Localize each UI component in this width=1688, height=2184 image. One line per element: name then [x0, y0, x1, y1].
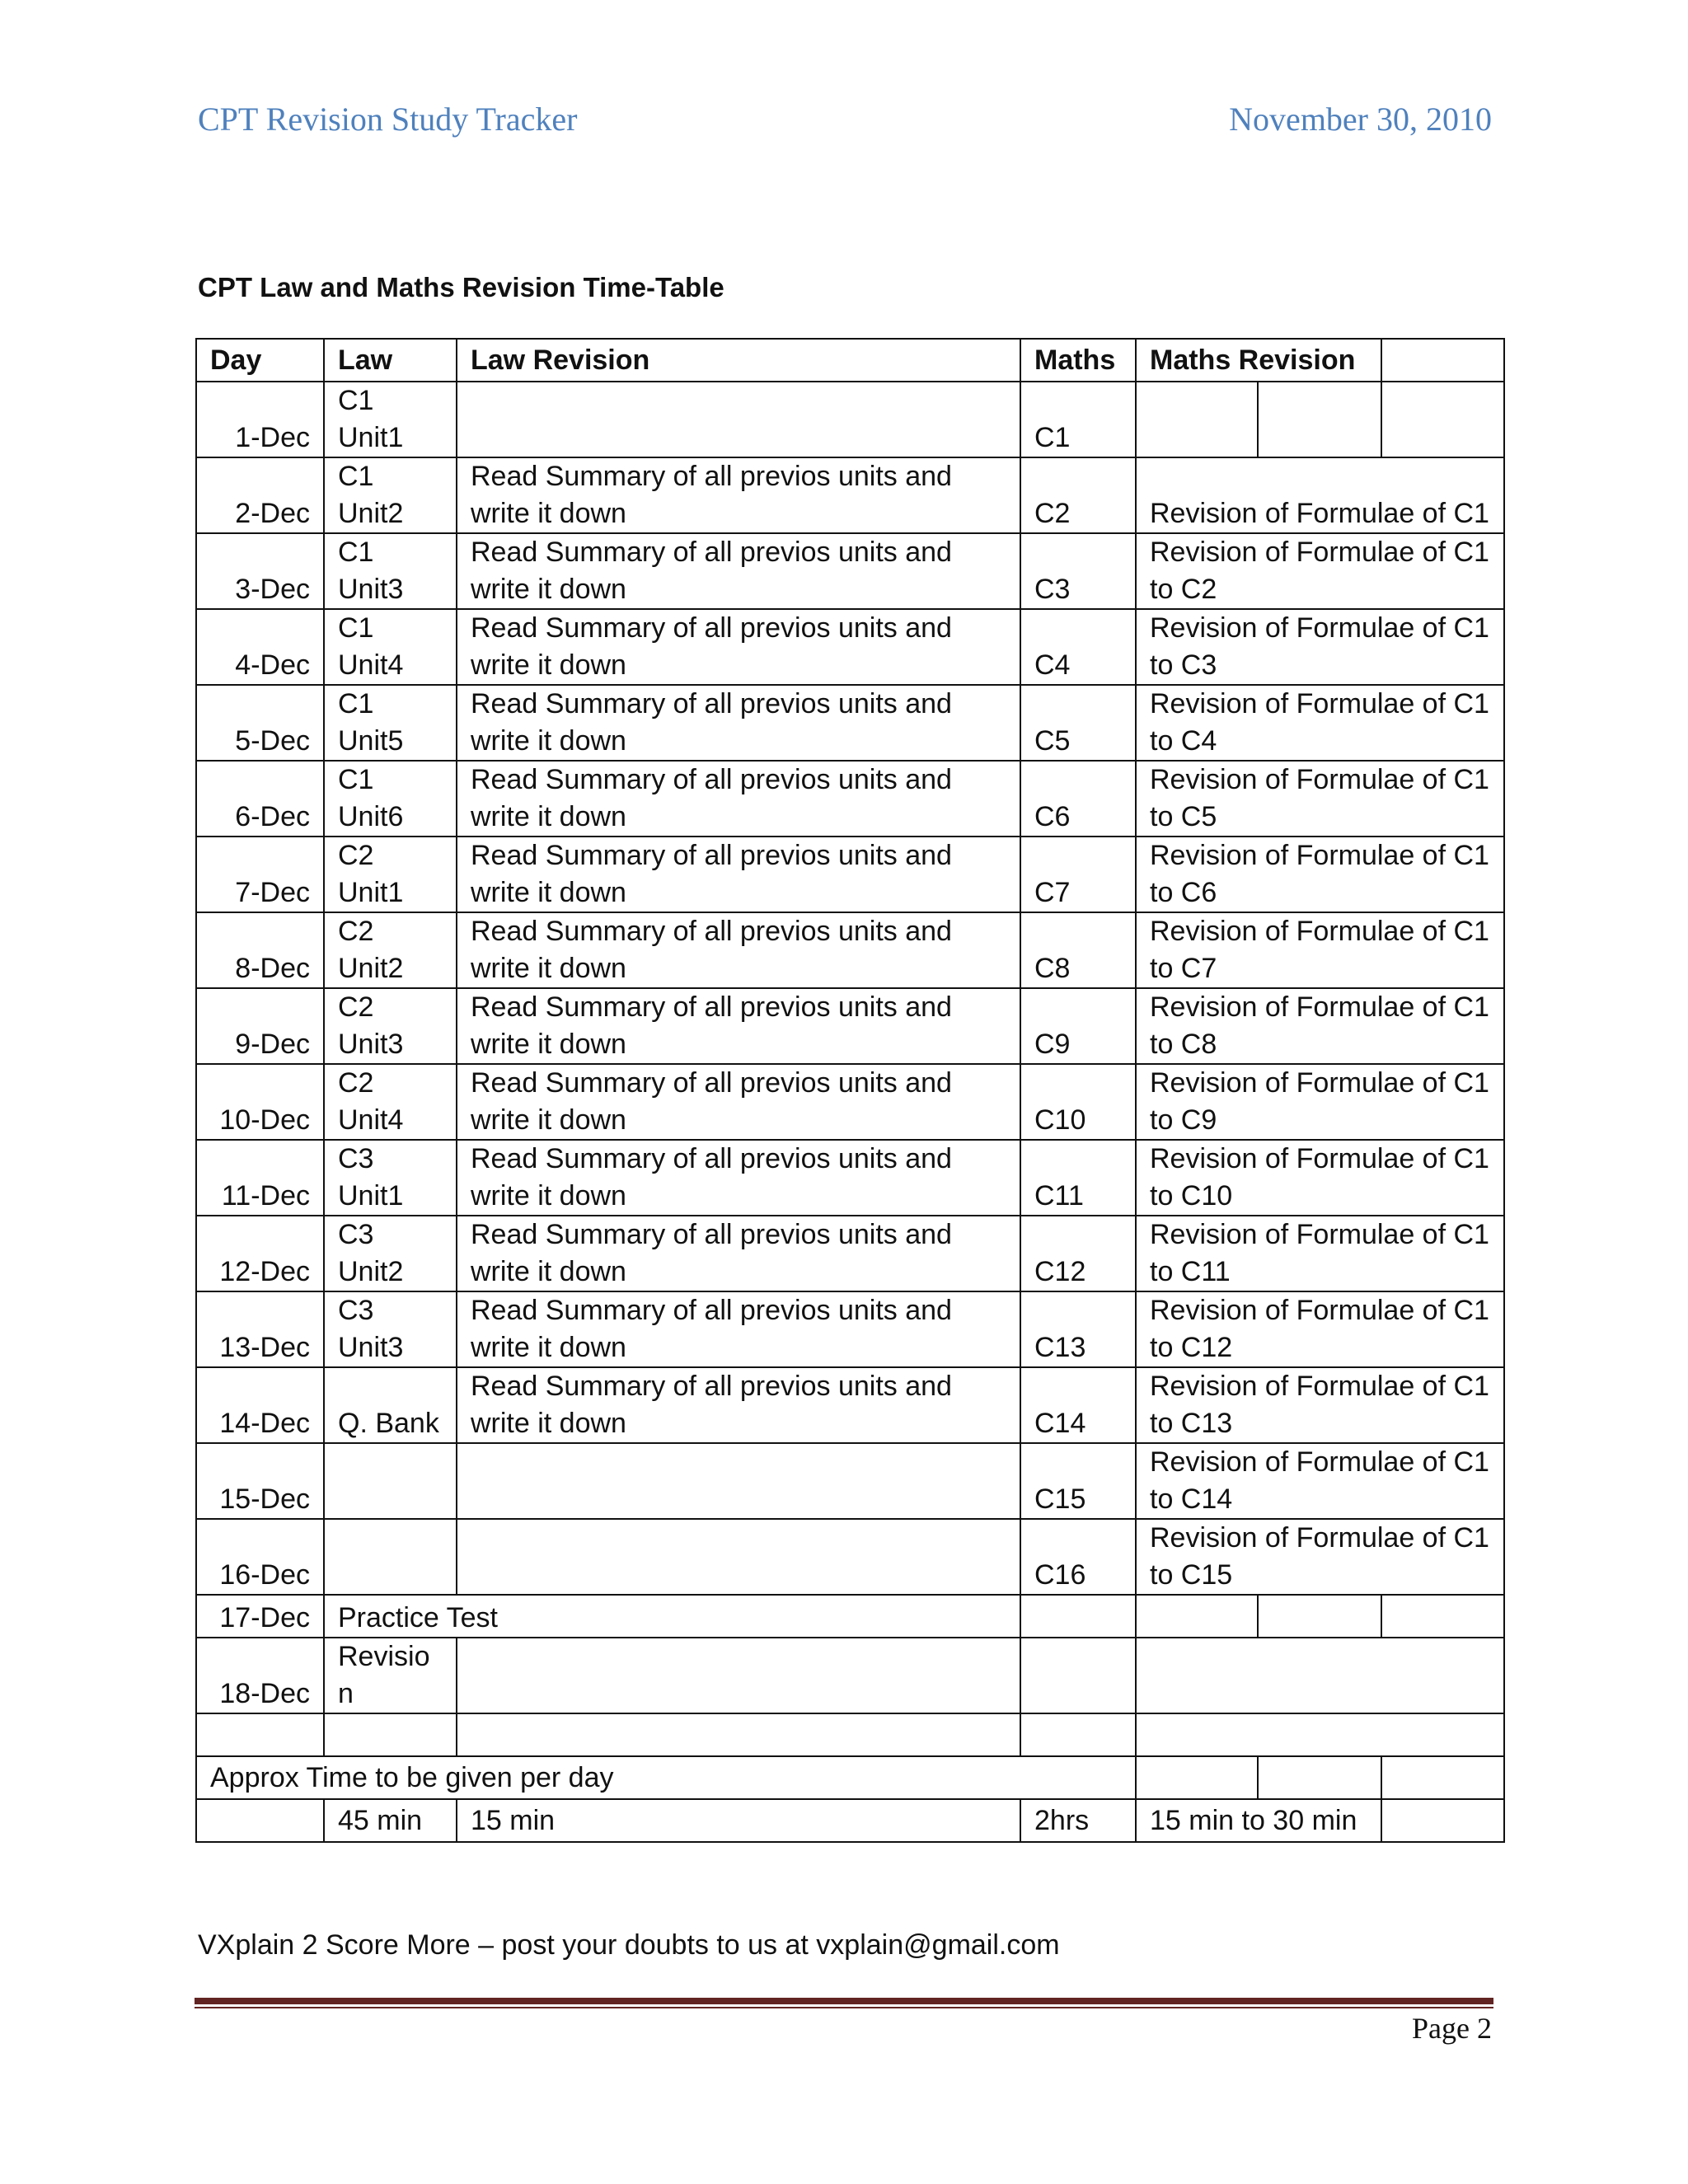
maths-cell: C3: [1020, 533, 1136, 609]
day-cell: 3-Dec: [196, 533, 324, 609]
maths-revision-cell: Revision of Formulae of C1 to C14: [1136, 1443, 1504, 1519]
header-law-revision: Law Revision: [457, 339, 1020, 382]
law-cell-line: Unit1: [338, 877, 404, 908]
law-cell-line: n: [338, 1678, 354, 1709]
day-cell: 10-Dec: [196, 1064, 324, 1140]
table-row: [196, 609, 1504, 685]
empty-cell: [1381, 1756, 1504, 1799]
maths-cell: C11: [1020, 1140, 1136, 1216]
law-cell: [324, 1367, 457, 1443]
maths-revision-cell: [1136, 382, 1258, 457]
law-revision-cell: Read Summary of all previos units and write it down: [457, 1291, 1020, 1367]
day-cell: 8-Dec: [196, 912, 324, 988]
law-cell-line: Q. Bank: [338, 1408, 439, 1439]
day-cell: 5-Dec: [196, 685, 324, 761]
header-day: Day: [196, 339, 324, 382]
law-cell: [324, 1216, 457, 1291]
page-number: Page 2: [1412, 2012, 1492, 2045]
maths-revision-cell: Revision of Formulae of C1 to C3: [1136, 609, 1504, 685]
day-cell: 1-Dec: [196, 382, 324, 457]
day-cell: 6-Dec: [196, 761, 324, 837]
practice-test-cell: Practice Test: [324, 1595, 1020, 1638]
maths-revision-cell: Revision of Formulae of C1 to C11: [1136, 1216, 1504, 1291]
maths-cell: C12: [1020, 1216, 1136, 1291]
table-row: [196, 761, 1504, 837]
law-revision-cell: Read Summary of all previos units and write it down: [457, 1367, 1020, 1443]
section-title: CPT Law and Maths Revision Time-Table: [198, 272, 724, 302]
maths-revision-cell: Revision of Formulae of C1 to C15: [1136, 1519, 1504, 1595]
maths-cell: [1020, 1713, 1136, 1756]
maths-revision-cell: [1258, 1595, 1381, 1638]
empty-cell: [1136, 1756, 1258, 1799]
maths-revision-cell: Revision of Formulae of C1 to C13: [1136, 1367, 1504, 1443]
day-cell: 14-Dec: [196, 1367, 324, 1443]
time-allocation-row: [196, 1799, 1504, 1842]
law-cell-line: Unit4: [338, 1104, 404, 1136]
law-cell-line: C2: [338, 991, 374, 1023]
law-revision-time-cell: 15 min: [457, 1799, 1020, 1842]
law-cell: [324, 1064, 457, 1140]
law-revision-cell: Read Summary of all previos units and write it down: [457, 609, 1020, 685]
day-cell: 11-Dec: [196, 1140, 324, 1216]
approx-time-label: Approx Time to be given per day: [196, 1756, 1136, 1799]
law-cell: [324, 988, 457, 1064]
day-cell: 15-Dec: [196, 1443, 324, 1519]
law-revision-cell: Read Summary of all previos units and write it down: [457, 685, 1020, 761]
law-cell: [324, 382, 457, 457]
maths-cell: C13: [1020, 1291, 1136, 1367]
law-cell-line: Unit2: [338, 1256, 404, 1287]
header-maths: Maths: [1020, 339, 1136, 382]
maths-cell: [1020, 1638, 1136, 1713]
law-revision-cell: Read Summary of all previos units and write it down: [457, 761, 1020, 837]
law-cell-line: C2: [338, 840, 374, 871]
empty-cell: [1381, 382, 1504, 457]
law-cell: [324, 1140, 457, 1216]
maths-revision-cell: Revision of Formulae of C1 to C7: [1136, 912, 1504, 988]
law-revision-cell: Read Summary of all previos units and write it down: [457, 912, 1020, 988]
law-cell-line: C1: [338, 764, 374, 795]
day-cell: [196, 1713, 324, 1756]
table-row: [196, 1519, 1504, 1595]
day-cell: 17-Dec: [196, 1595, 324, 1638]
table-row: [196, 1638, 1504, 1713]
table-header-row: [196, 339, 1504, 382]
law-cell-line: C1: [338, 688, 374, 719]
law-cell-line: Unit6: [338, 801, 404, 832]
maths-revision-time-cell: 15 min to 30 min: [1136, 1799, 1381, 1842]
law-cell-line: Revisio: [338, 1641, 430, 1672]
law-cell: [324, 1519, 457, 1595]
law-cell-line: Unit2: [338, 953, 404, 984]
approx-time-row: [196, 1756, 1504, 1799]
law-cell: [324, 837, 457, 912]
day-cell: 18-Dec: [196, 1638, 324, 1713]
maths-revision-cell: Revision of Formulae of C1 to C10: [1136, 1140, 1504, 1216]
day-cell: 12-Dec: [196, 1216, 324, 1291]
law-cell-line: Unit3: [338, 1029, 404, 1060]
law-cell: [324, 457, 457, 533]
table-row: [196, 912, 1504, 988]
law-cell-line: C1: [338, 612, 374, 644]
law-cell-line: Unit3: [338, 574, 404, 605]
law-cell-line: Unit3: [338, 1332, 404, 1363]
day-cell: 7-Dec: [196, 837, 324, 912]
law-cell-line: C3: [338, 1143, 374, 1174]
maths-time-cell: 2hrs: [1020, 1799, 1136, 1842]
empty-cell: [1381, 1595, 1504, 1638]
timetable: [195, 338, 1505, 1843]
maths-revision-cell: Revision of Formulae of C1 to C2: [1136, 533, 1504, 609]
law-cell: [324, 761, 457, 837]
law-cell: [324, 1638, 457, 1713]
law-cell: [324, 1291, 457, 1367]
maths-revision-cell: Revision of Formulae of C1 to C4: [1136, 685, 1504, 761]
law-revision-cell: Read Summary of all previos units and write it down: [457, 837, 1020, 912]
law-cell-line: Unit5: [338, 725, 404, 757]
table-row: [196, 533, 1504, 609]
empty-cell: [1381, 1799, 1504, 1842]
maths-revision-cell: Revision of Formulae of C1 to C8: [1136, 988, 1504, 1064]
law-cell-line: C3: [338, 1295, 374, 1326]
maths-cell: C15: [1020, 1443, 1136, 1519]
table-row: [196, 1367, 1504, 1443]
header-maths-revision: Maths Revision: [1136, 339, 1381, 382]
law-cell-line: C3: [338, 1219, 374, 1250]
header-law: Law: [324, 339, 457, 382]
maths-cell: C9: [1020, 988, 1136, 1064]
maths-cell: C4: [1020, 609, 1136, 685]
table-row: [196, 382, 1504, 457]
law-cell-line: C1: [338, 461, 374, 492]
law-cell-line: Unit1: [338, 422, 404, 453]
table-row: [196, 837, 1504, 912]
maths-revision-cell: [1136, 1638, 1504, 1713]
document-header-date: November 30, 2010: [1229, 101, 1492, 138]
law-revision-cell: Read Summary of all previos units and write it down: [457, 988, 1020, 1064]
law-cell-line: Unit4: [338, 649, 404, 681]
law-revision-cell: [457, 1713, 1020, 1756]
maths-revision-cell: [1136, 1713, 1504, 1756]
table-row: [196, 988, 1504, 1064]
maths-cell: C6: [1020, 761, 1136, 837]
law-cell: [324, 912, 457, 988]
maths-cell: C10: [1020, 1064, 1136, 1140]
table-row-empty: [196, 1713, 1504, 1756]
law-cell: [324, 1443, 457, 1519]
law-revision-cell: [457, 382, 1020, 457]
day-cell: 16-Dec: [196, 1519, 324, 1595]
law-revision-cell: [457, 1638, 1020, 1713]
maths-cell: C8: [1020, 912, 1136, 988]
day-cell: 2-Dec: [196, 457, 324, 533]
table-row: [196, 1140, 1504, 1216]
maths-revision-cell: Revision of Formulae of C1 to C12: [1136, 1291, 1504, 1367]
maths-cell: C5: [1020, 685, 1136, 761]
empty-cell: [1258, 1756, 1381, 1799]
maths-revision-cell: [1136, 1595, 1258, 1638]
day-cell: [196, 1799, 324, 1842]
law-cell-line: C1: [338, 537, 374, 568]
law-cell: [324, 685, 457, 761]
law-revision-cell: [457, 1443, 1020, 1519]
law-time-cell: 45 min: [324, 1799, 457, 1842]
day-cell: 4-Dec: [196, 609, 324, 685]
law-cell-line: Unit1: [338, 1180, 404, 1212]
maths-cell: C7: [1020, 837, 1136, 912]
day-cell: 9-Dec: [196, 988, 324, 1064]
law-cell: [324, 1713, 457, 1756]
maths-revision-cell: Revision of Formulae of C1 to C6: [1136, 837, 1504, 912]
law-cell-line: C1: [338, 385, 374, 416]
maths-cell: C16: [1020, 1519, 1136, 1595]
maths-cell: C2: [1020, 457, 1136, 533]
law-revision-cell: Read Summary of all previos units and write it down: [457, 1140, 1020, 1216]
maths-cell: C14: [1020, 1367, 1136, 1443]
maths-cell: [1020, 1595, 1136, 1638]
day-cell: 13-Dec: [196, 1291, 324, 1367]
table-row: [196, 457, 1504, 533]
maths-revision-cell: Revision of Formulae of C1 to C5: [1136, 761, 1504, 837]
law-cell-line: Unit2: [338, 498, 404, 529]
law-cell: [324, 533, 457, 609]
maths-cell: C1: [1020, 382, 1136, 457]
footer-divider: [195, 1998, 1493, 2008]
maths-revision-cell: Revision of Formulae of C1: [1136, 457, 1504, 533]
law-revision-cell: Read Summary of all previos units and write it down: [457, 1216, 1020, 1291]
law-cell-line: C2: [338, 1067, 374, 1099]
table-row: [196, 685, 1504, 761]
law-revision-cell: Read Summary of all previos units and write it down: [457, 457, 1020, 533]
table-row: [196, 1443, 1504, 1519]
maths-revision-cell: Revision of Formulae of C1 to C9: [1136, 1064, 1504, 1140]
maths-revision-cell: [1258, 382, 1381, 457]
law-revision-cell: [457, 1519, 1020, 1595]
law-revision-cell: Read Summary of all previos units and write it down: [457, 1064, 1020, 1140]
table-row: [196, 1291, 1504, 1367]
law-cell: [324, 609, 457, 685]
table-row: [196, 1595, 1504, 1638]
law-cell-line: C2: [338, 916, 374, 947]
document-header-title: CPT Revision Study Tracker: [198, 101, 578, 138]
table-row: [196, 1216, 1504, 1291]
law-revision-cell: Read Summary of all previos units and write it down: [457, 533, 1020, 609]
footer-note: VXplain 2 Score More – post your doubts to us at vxplain@gmail.com: [198, 1929, 1060, 1961]
header-empty: [1381, 339, 1504, 382]
table-row: [196, 1064, 1504, 1140]
